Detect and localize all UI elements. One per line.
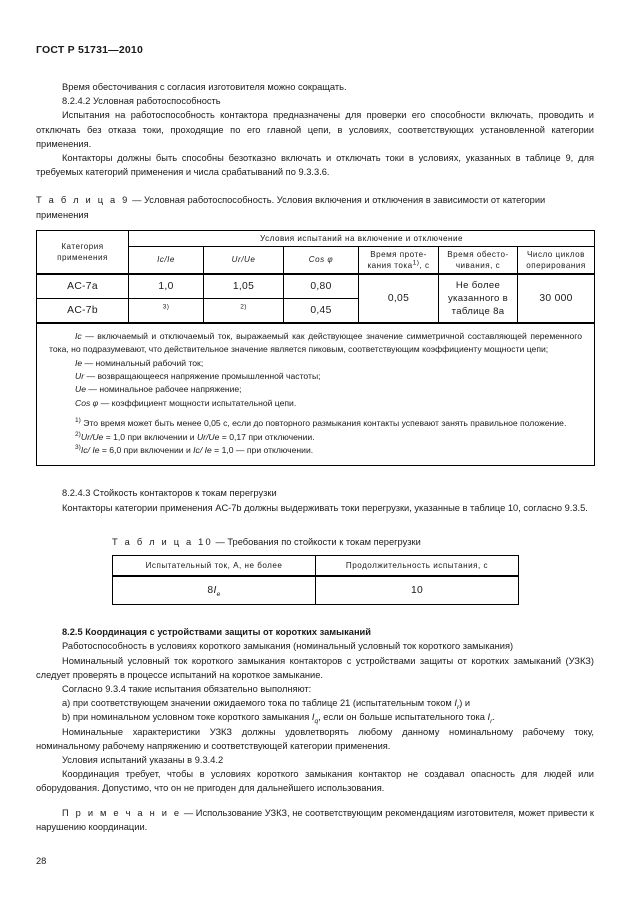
table9-note-ur-symbol: Ur	[75, 371, 85, 382]
table9-footnote-1-text: Это время может быть менее 0,05 с, если до повторного размыкания контакты успевают занять правильное положение.	[80, 418, 567, 429]
table9-col-ur-ue	[204, 246, 284, 274]
table9-col-deenergize-time	[439, 246, 518, 274]
table9-col-flow-l1: Время проте-	[370, 249, 427, 259]
table9-note-cos-symbol: Cos φ	[75, 397, 99, 408]
clause-825-paragraph-2: Номинальный условный ток короткого замыкания контакторов с устройствами защиты от коротких замыканий (УЗКЗ) следует проверять в процессе испытаний на короткое замыкание.	[36, 655, 594, 680]
table9-group-title: Условия испытаний на включение и отключение	[129, 230, 595, 246]
item-b-symbol-2: I	[487, 712, 491, 723]
table9-note-cos-text: — коэффициент мощности испытательной цепи.	[98, 397, 297, 408]
clause-8243-heading: 8.2.4.3 Стойкость контакторов к токам перегрузки	[62, 488, 277, 499]
clause-825-paragraph-1: Работоспособность в условиях короткого замыкания (номинальный условный ток короткого замыкания)	[62, 641, 514, 652]
table9-col-cycles-l1: Число циклов	[527, 249, 585, 259]
intro-paragraph-3: Испытания на работоспособность контактора предназначены для проверки его способности включать, проводить и отключать без отказа токи, проходящие по его главной цепи, в условиях, соответствующих установленной категории применения.	[36, 110, 594, 149]
table10-current-subscript: e	[216, 591, 221, 599]
table9-col-cos-phi: Cos φ	[284, 246, 359, 274]
note-text: — Использование УЗКЗ, не соответствующим рекомендациям изготовителя, может привести к нарушению координации.	[36, 807, 594, 832]
table9-col-ic-ie-num: Ic/	[157, 255, 168, 265]
table10-block	[112, 535, 518, 605]
table9-note-ic-symbol: Ic	[75, 330, 82, 341]
table9-header-row-1	[37, 230, 595, 246]
table9-col-ic-ie	[129, 246, 204, 274]
table9-note-ue-text: — номинальное рабочее напряжение;	[86, 384, 242, 395]
table9-r1-cos: 0,80	[284, 274, 359, 299]
note-label: П р и м е ч а н и е	[62, 807, 182, 818]
table9-notes-row	[37, 323, 595, 466]
item-a-text-pre: a) при соответствующем значении ожидаемого тока по таблице 21 (испытательным током	[62, 698, 455, 709]
item-b-symbol-1: I	[311, 712, 315, 723]
clause-8242-heading: 8.2.4.2 Условная работоспособность	[62, 96, 221, 107]
table9-note-ie-text: — номинальный рабочий ток;	[82, 357, 204, 368]
clause-825-paragraph-6: Координация требует, чтобы в условиях короткого замыкания контактор не создавал опасность для людей или оборудования. Допустимо, что он не пригоден для дальнейшего использования.	[36, 769, 594, 794]
table10-duration-value: 10	[316, 576, 519, 605]
table9-footnote-2-end: = 0,17 при отключении.	[219, 431, 315, 442]
standard-header: ГОСТ Р 51731—2010	[36, 44, 144, 56]
clause-825-heading: 8.2.5 Координация с устройствами защиты от коротких замыканий	[62, 627, 371, 638]
table10-col-duration: Продолжительность испытания, с	[316, 556, 519, 577]
table9-footnote-3-sym2: Ic/ Ie	[193, 445, 212, 456]
table9-deenergize-value	[439, 274, 518, 323]
table9-col-cycles-l2: оперирования	[526, 260, 586, 270]
table10-current-symbol: I	[213, 585, 217, 597]
item-b-text-mid: , если он больше испытательного тока	[318, 712, 488, 723]
table9-r1-ic-ie-value: 1,0	[158, 280, 174, 292]
clause-8243-paragraph: Контакторы категории применения AC-7b должны выдерживать токи перегрузки, указанные в таблице 10, согласно 9.3.5.	[62, 502, 588, 513]
table9	[36, 230, 595, 467]
clause-825-paragraph-4: Номинальные характеристики УЗКЗ должны удовлетворять любому данному номинальному рабочему току, номинальному рабочему напряжению и соответствующей категории применения.	[36, 726, 594, 751]
table9-note-ue	[49, 383, 582, 396]
table9-footnote-1-marker: 1)	[75, 417, 81, 425]
table9-cycles-value: 30 000	[518, 274, 595, 323]
clause-825-item-a	[36, 696, 594, 710]
table9-r2-ic-ie	[129, 298, 204, 323]
table9-footnote-2-marker: 2)	[75, 430, 81, 438]
table9-col-current-flow-time	[359, 246, 439, 274]
table9-col-deenergize-l1: Время обесто-	[447, 249, 509, 259]
item-a-subscript: r	[456, 703, 460, 711]
table9-col-ur-ue-den: Ue	[243, 255, 256, 265]
table9-footnote-1	[49, 417, 582, 430]
table9-r2-ur-ue-footnote: 2)	[240, 303, 247, 311]
table9-col-flow-l2: кания тока	[367, 260, 413, 270]
table9-footnote-3-end: = 1,0 — при отключении.	[211, 445, 314, 456]
table9-note-ur-text: — возвращающееся напряжение промышленной частоты;	[84, 371, 321, 382]
table9-footnote-2-sym1: Ur/Ue	[80, 431, 104, 442]
page-number: 28	[36, 856, 47, 866]
table10-caption	[112, 535, 518, 549]
table9-note-ie-symbol: Ie	[75, 357, 83, 368]
table9-time-flow-value: 0,05	[359, 274, 439, 323]
table9-caption-text: — Условная работоспособность. Условия включения и отключения в зависимости от категории применения	[36, 195, 546, 220]
intro-paragraph-4: Контакторы должны быть способны безотказно включать и отключать токи в условиях, указанных в таблице 9, для требуемых категорий применения и числа срабатываний по 9.3.3.6.	[36, 153, 594, 178]
table10-caption-label: Т а б л и ц а 10	[112, 536, 213, 547]
item-b-subscript-1: q	[314, 718, 319, 726]
clause-825-paragraph-3: Согласно 9.3.4 такие испытания обязательно выполняют:	[62, 683, 312, 694]
table10-header-row	[113, 556, 519, 577]
table9-note-ic-text: — включаемый и отключаемый ток, выражаемый как действующее значение симметричной составляющей переменного тока, но подразумевают, что действительное значение является пиковым, соответствующим коэффициенту мощности цепи;	[49, 330, 583, 355]
table10-current-prefix: 8	[207, 585, 214, 597]
table9-footnote-3-mid: = 6,0 при включении и	[99, 445, 194, 456]
clause-825-paragraph-5: Условия испытаний указаны в 9.3.4.2	[62, 754, 224, 765]
page-content	[36, 80, 594, 834]
table9-col-ur-ue-num: Ur/	[231, 255, 244, 265]
table9-r1-ur-ue-value: 1,05	[232, 280, 255, 292]
table9-r2-ic-ie-footnote: 3)	[162, 303, 170, 311]
table9-footnote-3-sym1: Ic/ Ie	[80, 445, 100, 456]
table9-col-ic-ie-den: Ie	[167, 255, 175, 265]
table9-footnote-3	[49, 444, 582, 457]
table9-note-ue-symbol: Ue	[75, 384, 86, 395]
table9-note-ie	[49, 357, 582, 370]
table9-col-flow-l3: , с	[419, 260, 430, 270]
item-b-text-post: .	[492, 712, 495, 723]
item-a-text-post: ) и	[459, 698, 471, 709]
table9-deenergize-line2: указанного в	[447, 292, 509, 304]
table9-r2-category: AC-7b	[37, 298, 129, 323]
table9-col-category: Категория применения	[37, 230, 129, 274]
table9-col-flow-footnote-marker: 1)	[412, 259, 420, 267]
table10-col-test-current: Испытательный ток, А, не более	[113, 556, 316, 577]
table9-note-ic	[49, 330, 582, 357]
table-row	[113, 576, 519, 605]
table9-footnote-3-marker: 3)	[75, 444, 81, 452]
clause-825-item-b	[36, 710, 594, 724]
item-b-text-pre: b) при номинальном условном токе короткого замыкания	[62, 712, 312, 723]
table10	[112, 555, 519, 605]
table9-r1-ur-ue	[204, 274, 284, 299]
table9-deenergize-line1: Не более	[455, 279, 501, 291]
table9-note-ur	[49, 370, 582, 383]
table9-notes	[37, 323, 595, 466]
table9-caption	[36, 193, 594, 221]
intro-paragraph-1: Время обесточивания с согласия изготовителя можно сокращать.	[62, 82, 347, 92]
table9-footnote-2-mid: = 1,0 при включении и	[103, 431, 197, 442]
table10-current-value	[113, 576, 316, 605]
item-a-symbol: I	[454, 698, 457, 709]
table10-caption-text: — Требования по стойкости к токам перегрузки	[212, 536, 421, 547]
table9-footnote-2-sym2: Ur/Ue	[196, 431, 220, 442]
clause-825-note	[36, 806, 594, 834]
table9-caption-label: Т а б л и ц а 9	[36, 195, 130, 206]
table9-col-deenergize-l2: чивания, с	[455, 260, 501, 270]
table9-r2-cos: 0,45	[284, 298, 359, 323]
table9-r2-ur-ue	[204, 298, 284, 323]
table9-note-cos	[49, 397, 582, 410]
table9-footnote-2	[49, 431, 582, 444]
table9-col-cycle-count	[518, 246, 595, 274]
table9-deenergize-line3: таблице 8а	[451, 305, 505, 317]
table-row	[37, 274, 595, 299]
table9-r1-ic-ie	[129, 274, 204, 299]
table9-r1-category: AC-7a	[37, 274, 129, 299]
item-b-subscript-2: r	[490, 718, 493, 726]
